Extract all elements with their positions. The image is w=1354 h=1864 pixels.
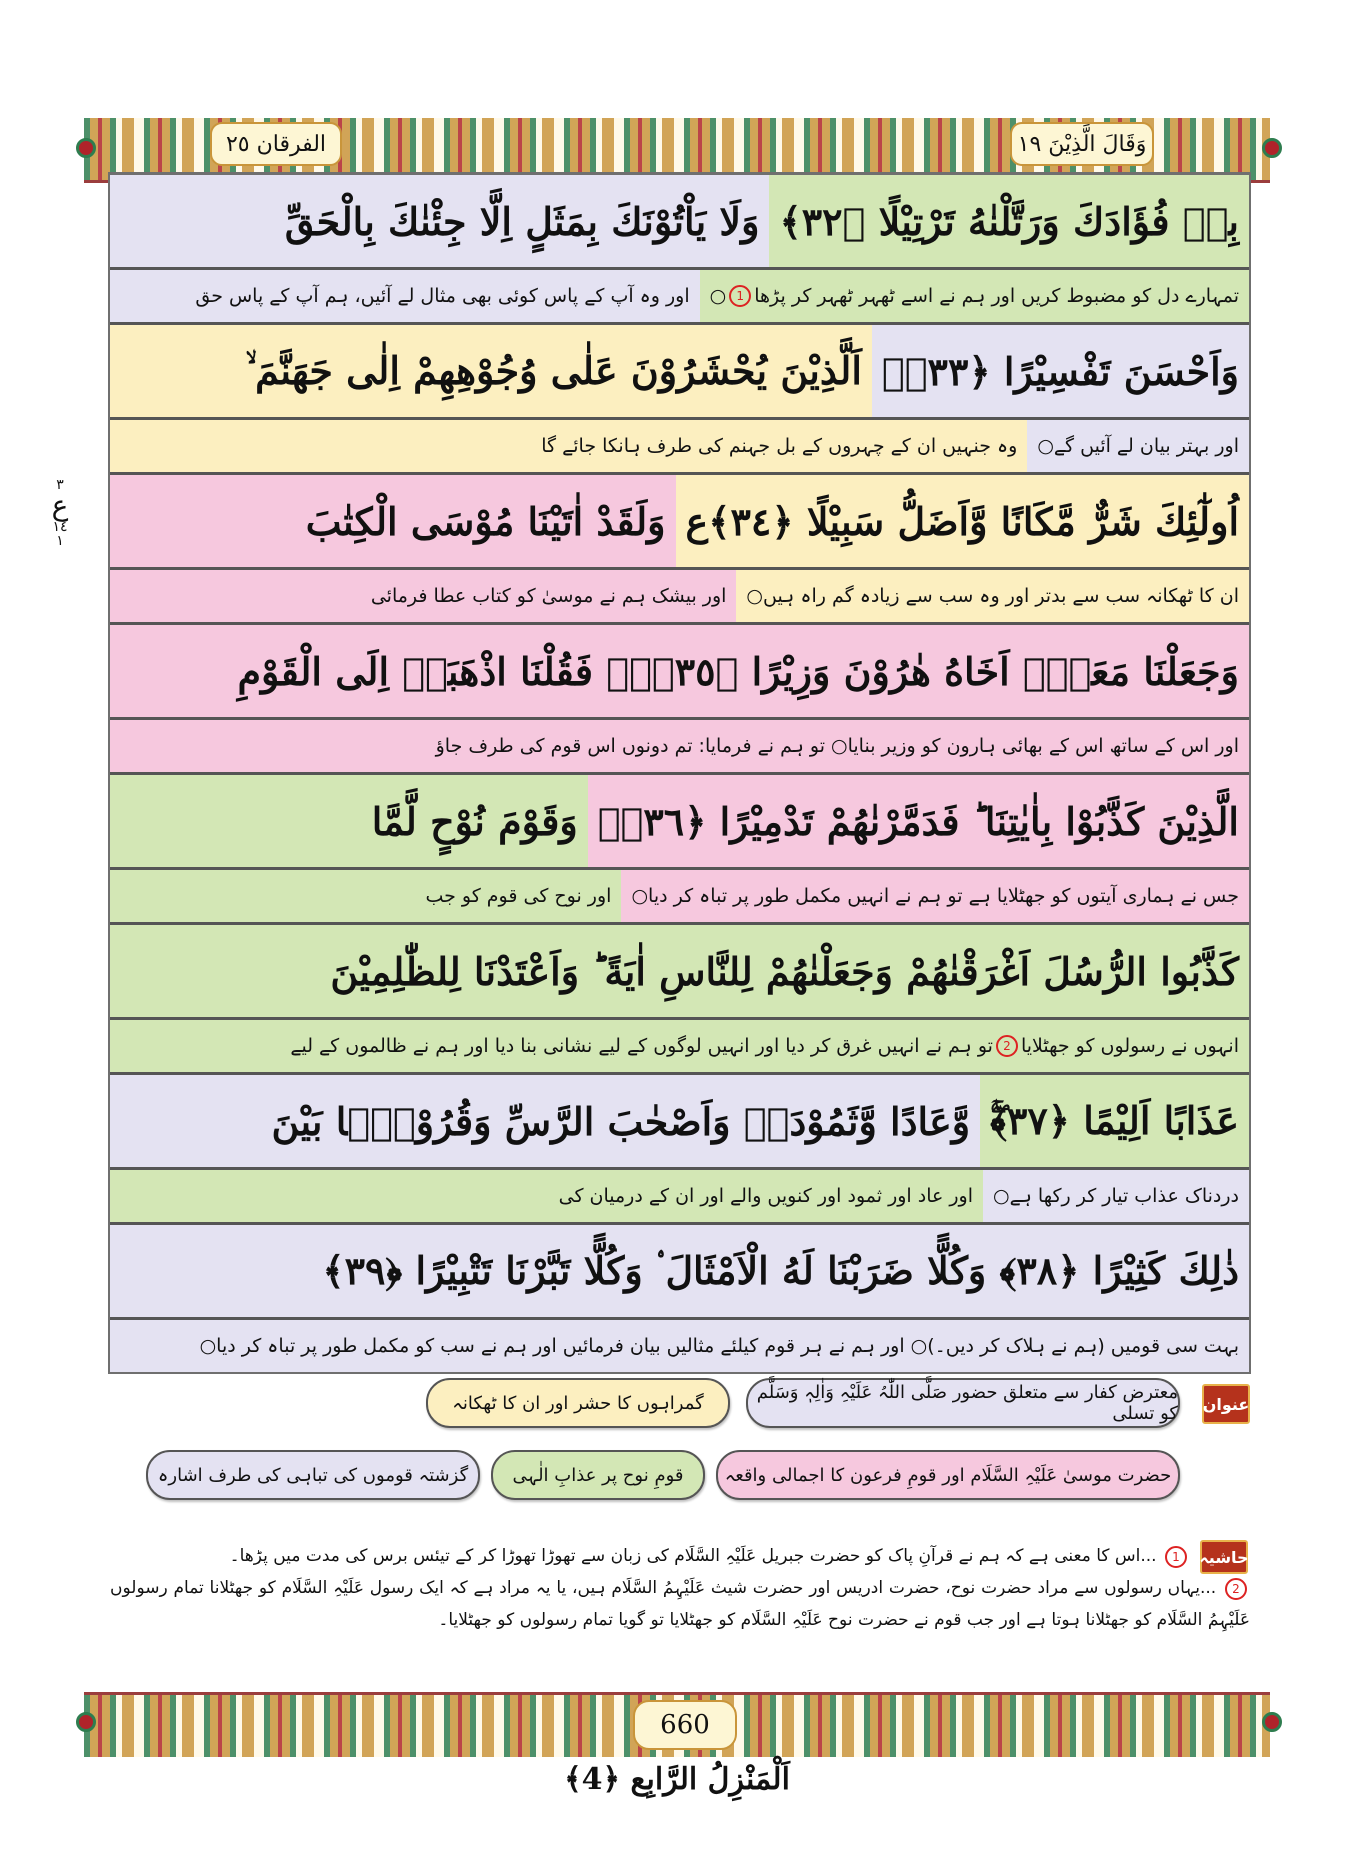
verse-segment xyxy=(110,475,676,567)
verse-segment xyxy=(110,1075,980,1167)
arabic-verse-row xyxy=(110,325,1249,420)
segment-text: وَّعَادًا وَّثَمُوْدَاۡ وَاَصْحٰبَ الرَّسِّ وَقُرُوْنًۢا بَيْنَ xyxy=(271,1098,971,1144)
translation-segment xyxy=(110,870,621,922)
segment-text: اَلَّذِيْنَ يُحْشَرُوْنَ عَلٰى وُجُوْهِهِمْ اِلٰى جَهَنَّمَ ۙ xyxy=(245,348,862,393)
footnote-1 xyxy=(110,1540,1250,1572)
translation-segment xyxy=(700,270,1249,322)
translation-segment xyxy=(110,1320,1249,1372)
urdu-translation-row xyxy=(110,1320,1249,1372)
segment-text: اور بیشک ہم نے موسیٰ کو کتاب عطا فرمائی xyxy=(370,585,727,607)
footnote-label-badge: حاشیہ xyxy=(1200,1540,1248,1574)
footnote-text: ...اس کا معنی ہے کہ ہم نے قرآنِ پاک کو حضرت جبریل عَلَیْہِ السَّلَام کی زبان سے تھوڑا تھوڑا کر کے تیئس برس کی مدت میں پڑھا۔ xyxy=(229,1546,1157,1566)
translation-segment xyxy=(110,1020,1249,1072)
segment-text: وَجَعَلْنَا مَعَهٗۤ اَخَاهُ هٰرُوْنَ وَزِيْرًا ﴿٣٥﴾ۚۖ فَقُلْنَا اذْهَبَاۤ اِلَى الْقَوْمِ xyxy=(237,648,1239,694)
surah-name-header: الفرقان ٢٥ xyxy=(210,122,342,166)
border-cap-left xyxy=(76,138,96,158)
footnote-marker[interactable]: 1 xyxy=(729,285,751,307)
arabic-verse-row xyxy=(110,475,1249,570)
arabic-verse-row xyxy=(110,775,1249,870)
topic-pill-3: حضرت موسیٰ عَلَیْہِ السَّلَام اور قومِ فرعون کا اجمالی واقعہ xyxy=(716,1450,1180,1500)
footnote-2 xyxy=(110,1572,1250,1636)
arabic-verse-row xyxy=(110,625,1249,720)
translation-segment xyxy=(736,570,1249,622)
segment-text: اور نوح کی قوم کو جب xyxy=(425,885,612,907)
segment-text: ذٰلِكَ كَثِيْرًا ﴿٣٨﴾ وَكُلًّا ضَرَبْنَا لَهُ الْاَمْثَالَ ۟ وَكُلًّا تَبَّرْنَا تَتْبِيْرًا ﴿٣٩﴾ xyxy=(322,1248,1239,1293)
ruku-marker xyxy=(40,478,80,588)
topic-pill-4: قومِ نوح پر عذابِ الٰہی xyxy=(491,1450,705,1500)
translation-segment xyxy=(110,570,736,622)
ruku-number: ٣ xyxy=(56,477,64,493)
verse-segment xyxy=(110,325,872,417)
segment-suffix: تو ہم نے انہیں غرق کر دیا اور انہیں لوگوں کے لیے نشانی بنا دیا اور ہم نے ظالموں کے لیے xyxy=(290,1035,993,1057)
footnote-marker: 1 xyxy=(1165,1546,1187,1568)
verse-segment xyxy=(980,1075,1249,1167)
segment-text: اور وہ آپ کے پاس کوئی بھی مثال لے آئیں، ہم آپ کے پاس حق xyxy=(195,285,690,307)
translation-segment xyxy=(110,1170,983,1222)
border-cap-left xyxy=(76,1712,96,1732)
segment-text: اُولٰٓئِكَ شَرٌّ مَّكَانًا وَّاَضَلُّ سَبِيْلًا ﴿٣٤﴾ع xyxy=(685,498,1239,544)
segment-text: عَذَابًا اَلِيْمًا ﴿٣٧﴾ۚۖ xyxy=(990,1098,1239,1143)
translation-segment xyxy=(110,720,1249,772)
ruku-count: ١٤ xyxy=(52,519,68,535)
segment-text: جس نے ہماری آیتوں کو جھٹلایا ہے تو ہم نے انہیں مکمل طور پر تباہ کر دیا○ xyxy=(631,885,1239,907)
translation-segment xyxy=(110,420,1027,472)
urdu-translation-row xyxy=(110,870,1249,925)
segment-text: اور بہتر بیان لے آئیں گے○ xyxy=(1037,435,1239,457)
topics-label-badge: عنوان xyxy=(1202,1384,1250,1424)
urdu-translation-row xyxy=(110,1020,1249,1075)
footnotes-section xyxy=(110,1540,1250,1636)
verse-segment xyxy=(110,625,1249,717)
segment-text: كَذَّبُوا الرُّسُلَ اَغْرَقْنٰهُمْ وَجَعَلْنٰهُمْ لِلنَّاسِ اٰيَةً ؕ وَاَعْتَدْنَا لِلظّٰلِمِيْنَ xyxy=(330,948,1239,994)
segment-suffix: ○ xyxy=(709,285,727,307)
topics-section xyxy=(140,1378,1250,1518)
footnote-text: ...یہاں رسولوں سے مراد حضرت نوح، حضرت ادریس اور حضرت شیث عَلَیْہِمُ السَّلَام ہیں، یا یہ مراد ہے کہ ایک رسول عَلَیْہِ السَّلَام کو جھٹلانا تمام رسولوں عَلَیْہِمُ السَّلَام کو جھٹلانا ہوتا ہے اور جب قوم نے حضرت نوح عَلَیْہِ السَّلَام کو جھٹلایا تو گویا تمام رسولوں کو جھٹلایا۔ xyxy=(110,1578,1250,1630)
manzil-label: اَلْمَنْزِلُ الرَّابِع ﴿4﴾ xyxy=(564,1762,790,1797)
segment-text: انہوں نے رسولوں کو جھٹلایا xyxy=(1020,1035,1239,1057)
segment-text: دردناک عذاب تیار کر رکھا ہے○ xyxy=(993,1185,1239,1207)
urdu-translation-row xyxy=(110,270,1249,325)
ruku-symbol: ع xyxy=(51,489,69,522)
arabic-verse-row xyxy=(110,1225,1249,1320)
verse-segment xyxy=(769,175,1249,267)
verse-segment xyxy=(110,1225,1249,1317)
verse-segment xyxy=(676,475,1249,567)
topic-pill-5: گزشتہ قوموں کی تباہی کی طرف اشارہ xyxy=(146,1450,480,1500)
ruku-page-count: ١ xyxy=(56,533,64,549)
urdu-translation-row xyxy=(110,570,1249,625)
verse-segment xyxy=(110,775,588,867)
translation-segment xyxy=(1027,420,1249,472)
verse-segment xyxy=(110,925,1249,1017)
arabic-verse-row xyxy=(110,1075,1249,1170)
segment-text: وَقَوْمَ نُوْحٍ لَّمَّا xyxy=(371,798,578,844)
translation-segment xyxy=(110,270,700,322)
verse-segment xyxy=(110,175,769,267)
segment-text: وہ جنہیں ان کے چہروں کے بل جہنم کی طرف ہانکا جائے گا xyxy=(541,435,1018,457)
segment-text: تمہارے دل کو مضبوط کریں اور ہم نے اسے ٹھہر ٹھہر کر پڑھا xyxy=(754,285,1239,307)
translation-segment xyxy=(621,870,1249,922)
segment-text: اور اس کے ساتھ اس کے بھائی ہارون کو وزیر بنایا○ تو ہم نے فرمایا: تم دونوں اس قوم کی طرف جاؤ xyxy=(435,735,1239,757)
page-number: 660 xyxy=(633,1700,737,1750)
verse-translation-table xyxy=(108,172,1251,1374)
topic-pill-1: معترض کفار سے متعلق حضور صَلَّی اللّٰہُ عَلَیْہِ وَاٰلِہٖ وَسَلَّم کو تسلی xyxy=(746,1378,1180,1428)
topic-pill-2: گمراہوں کا حشر اور ان کا ٹھکانہ xyxy=(426,1378,730,1428)
segment-text: اور عاد اور ثمود اور کنویں والے اور ان کے درمیان کی xyxy=(558,1185,974,1207)
verse-segment xyxy=(872,325,1249,417)
segment-text: بِهٖ فُؤَادَكَ وَرَتَّلْنٰهُ تَرْتِيْلًا ﴿٣٢﴾ xyxy=(779,198,1239,244)
segment-text: وَاَحْسَنَ تَفْسِيْرًا ﴿٣٣﴾ؕ xyxy=(881,348,1239,394)
arabic-verse-row xyxy=(110,925,1249,1020)
para-name-header: وَقَالَ الَّذِيْنَ ١٩ xyxy=(1010,122,1154,166)
footnote-marker[interactable]: 2 xyxy=(996,1035,1018,1057)
footnote-marker: 2 xyxy=(1225,1578,1247,1600)
verse-segment xyxy=(588,775,1249,867)
border-cap-right xyxy=(1262,1712,1282,1732)
arabic-verse-row xyxy=(110,175,1249,270)
border-cap-right xyxy=(1262,138,1282,158)
urdu-translation-row xyxy=(110,420,1249,475)
segment-text: ان کا ٹھکانہ سب سے بدتر اور وہ سب سے زیادہ گم راہ ہیں○ xyxy=(746,585,1239,607)
segment-text: وَلَا يَاْتُوْنَكَ بِمَثَلٍ اِلَّا جِئْنٰكَ بِالْحَقِّ xyxy=(284,198,760,244)
translation-segment xyxy=(983,1170,1249,1222)
segment-text: بہت سی قومیں (ہم نے ہلاک کر دیں۔)○ اور ہم نے ہر قوم کیلئے مثالیں بیان فرمائیں اور ہم نے سب کو مکمل طور پر تباہ کر دیا○ xyxy=(199,1335,1239,1357)
urdu-translation-row xyxy=(110,1170,1249,1225)
urdu-translation-row xyxy=(110,720,1249,775)
segment-text: الَّذِيْنَ كَذَّبُوْا بِاٰيٰتِنَا ؕ فَدَمَّرْنٰهُمْ تَدْمِيْرًا ﴿٣٦﴾ؕ xyxy=(597,798,1239,844)
segment-text: وَلَقَدْ اٰتَيْنَا مُوْسَى الْكِتٰبَ xyxy=(305,498,666,544)
